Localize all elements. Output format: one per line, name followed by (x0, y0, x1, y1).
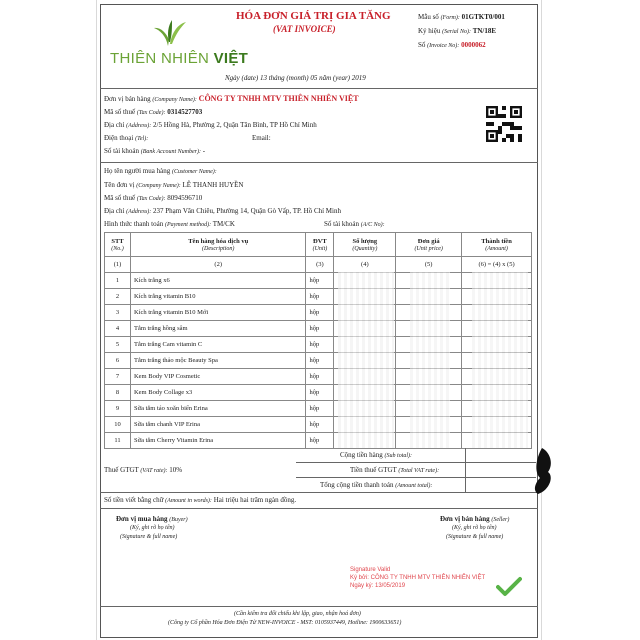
item-number: 7 (105, 369, 131, 385)
item-unit: hộp (306, 401, 334, 417)
divider (100, 88, 538, 89)
item-number: 8 (105, 385, 131, 401)
vat-rate-value: 10% (169, 466, 183, 474)
subtotal-line (340, 451, 412, 459)
item-unit: hộp (306, 273, 334, 289)
vat-amount-label-en: (Total VAT rate): (398, 468, 440, 474)
header-label: Đơn giá (417, 237, 440, 245)
invoice-title: HÓA ĐƠN GIÁ TRỊ GIA TĂNG (236, 10, 391, 22)
items-table (104, 232, 532, 465)
header-description (130, 233, 305, 257)
buyer-account-line (324, 220, 385, 228)
seller-company-line (104, 94, 359, 103)
buyer-name-label: Họ tên người mua hàng (104, 167, 171, 175)
header-label-en: (Amount) (485, 245, 508, 252)
table-row (105, 401, 532, 417)
subtotal-label-en: (Sub total): (384, 453, 413, 459)
buyer-payment-line (104, 220, 235, 228)
signature-valid-line: Signature Valid (350, 567, 391, 573)
item-number: 5 (105, 337, 131, 353)
seller-bank-label-en: (Bank Account Number): (140, 149, 201, 155)
item-unit: hộp (306, 433, 334, 449)
buyer-payment-value: TM/CK (212, 220, 235, 228)
seller-address-line (104, 121, 317, 129)
divider (100, 162, 538, 163)
item-unit: hộp (306, 353, 334, 369)
seller-phone-label: Điện thoại (104, 134, 134, 142)
form-value: 01GTKT0/001 (461, 13, 505, 21)
header-label-en: (Unit) (312, 245, 328, 252)
divider (296, 477, 536, 478)
buyer-sign-subtitle-en: (Signature & full name) (120, 534, 178, 540)
header-label: Số lượng (352, 237, 378, 245)
item-unit: hộp (306, 385, 334, 401)
amount-in-words-label-en: (Amount in words): (165, 498, 212, 504)
header-label: STT (111, 237, 124, 245)
buyer-name-label-en: (Customer Name): (171, 169, 217, 175)
header-no (105, 233, 131, 257)
signature-date-line: Ngày ký: 13/05/2019 (350, 583, 406, 589)
amount-in-words-value: Hai triệu hai trăm ngàn đồng. (213, 496, 297, 504)
column-index: (3) (306, 257, 334, 273)
total-label-en: (Amount total): (395, 483, 433, 489)
item-unit: hộp (306, 289, 334, 305)
buyer-name-line (104, 167, 217, 175)
buyer-address-label: Địa chỉ (104, 207, 125, 215)
buyer-tax-label-en: (Tax Code): (136, 196, 166, 202)
seller-phone-line (104, 134, 148, 142)
table-row (105, 417, 532, 433)
seller-tax-value: 0314527703 (167, 108, 203, 116)
header-quantity (334, 233, 396, 257)
seller-signature-title (440, 515, 509, 523)
item-number: 1 (105, 273, 131, 289)
buyer-sign-subtitle: (Ký, ghi rõ họ tên) (130, 525, 175, 531)
form-number (418, 13, 505, 21)
seller-bank-label: Số tài khoản (104, 147, 139, 155)
table-row (105, 337, 532, 353)
seller-email-label: Email: (252, 134, 271, 142)
total-line (320, 481, 432, 489)
item-number: 11 (105, 433, 131, 449)
header-label: Tên hàng hóa dịch vụ (188, 237, 249, 245)
table-row (105, 321, 532, 337)
buyer-signature-title (116, 515, 188, 523)
redacted-area (410, 272, 450, 448)
logo-text-light: THIÊN NHIÊN (110, 50, 210, 67)
form-label-en: (Form): (440, 15, 460, 21)
item-unit: hộp (306, 417, 334, 433)
column-index: (4) (334, 257, 396, 273)
logo-text-bold: VIỆT (213, 50, 249, 67)
buyer-company-line (104, 181, 243, 189)
subtotal-label: Cộng tiền hàng (340, 451, 383, 459)
seller-bank-line (104, 147, 205, 155)
table-row (105, 433, 532, 449)
logo-text (110, 50, 248, 67)
seller-tax-label: Mã số thuế (104, 108, 136, 116)
item-number: 2 (105, 289, 131, 305)
table-row (105, 385, 532, 401)
seller-sign-title: Đơn vị bán hàng (440, 515, 490, 523)
buyer-tax-line (104, 194, 202, 202)
table-row (105, 273, 532, 289)
header-label-en: (No.) (111, 245, 124, 252)
seller-company-name: CÔNG TY TNHH MTV THIÊN NHIÊN VIỆT (198, 94, 359, 103)
header-unit-price (396, 233, 462, 257)
invoice-value: 0000062 (461, 41, 486, 49)
serial-label: Ký hiệu (418, 27, 441, 35)
item-description: Kem Body VIP Cosmetic (130, 369, 305, 385)
item-number: 9 (105, 401, 131, 417)
buyer-company-label: Tên đơn vị (104, 181, 135, 189)
table-row (105, 353, 532, 369)
buyer-address-label-en: (Address): (126, 209, 152, 215)
table-row (105, 305, 532, 321)
redacted-area (338, 272, 394, 448)
footer-provider: (Công ty Cổ phần Hóa Đơn Điện Tử NEW-INVOICE - MST: 0105937449, Hotline: 1900633651) (168, 620, 402, 626)
invoice-label-en: (Invoice No): (427, 43, 460, 49)
invoice-subtitle: (VAT INVOICE) (273, 24, 336, 34)
column-index: (2) (130, 257, 305, 273)
buyer-address-line (104, 207, 341, 215)
buyer-tax-value: 8094596710 (167, 194, 203, 202)
divider (100, 606, 538, 607)
invoice-date: Ngày (date) 13 tháng (month) 05 năm (year) 2019 (225, 74, 366, 82)
footer-note: (Cần kiểm tra đối chiếu khi lập, giao, nhận hoá đơn) (234, 611, 361, 617)
header-label-en: (Quantity) (352, 245, 378, 252)
item-number: 4 (105, 321, 131, 337)
vat-amount-label: Tiền thuế GTGT (350, 466, 397, 474)
vat-rate-line (104, 466, 182, 474)
invoice-label: Số (418, 41, 426, 49)
item-number: 6 (105, 353, 131, 369)
table-header-row (105, 233, 532, 257)
buyer-company-label-en: (Company Name): (136, 183, 181, 189)
signature-signer-line: Ký bởi: CÔNG TY TNHH MTV THIÊN NHIÊN VIỆT (350, 575, 486, 581)
item-unit: hộp (306, 305, 334, 321)
item-number: 10 (105, 417, 131, 433)
buyer-payment-label-en: (Payment method): (164, 222, 212, 228)
invoice-number (418, 41, 486, 49)
vat-rate-label: Thuế GTGT (104, 466, 139, 474)
form-label: Mẫu số (418, 13, 439, 21)
item-description: Tắm trắng hồng sâm (130, 321, 305, 337)
table-row (105, 369, 532, 385)
item-description: Kích trắng vitamin B10 (130, 289, 305, 305)
table-row (105, 289, 532, 305)
divider (296, 462, 536, 463)
item-description: Kem Body Collage x3 (130, 385, 305, 401)
item-description: Sữa tắm chanh VIP Erina (130, 417, 305, 433)
signature-valid-stamp (350, 566, 485, 590)
item-description: Tắm trắng Cam vitamin C (130, 337, 305, 353)
buyer-account-label: Số tài khoản (324, 220, 359, 228)
header-label: ĐVT (313, 237, 327, 245)
header-label-en: (Unit price) (414, 245, 443, 252)
divider (100, 508, 538, 509)
seller-company-label: Đơn vị bán hàng (104, 95, 151, 103)
checkmark-icon (496, 576, 522, 603)
seller-sign-title-en: (Seller) (491, 517, 510, 523)
buyer-sign-title-en: (Buyer) (169, 517, 188, 523)
seller-address-label-en: (Address): (126, 123, 152, 129)
buyer-payment-label: Hình thức thanh toán (104, 220, 164, 228)
serial-number (418, 27, 496, 35)
amount-in-words-label: Số tiền viết bằng chữ (104, 496, 164, 504)
seller-address-value: 2/5 Hồng Hà, Phường 2, Quận Tân Bình, TP Hồ Chí Minh (153, 121, 317, 129)
item-description: Kích trắng vitamin B10 Mới (130, 305, 305, 321)
buyer-company-value: LÊ THANH HUYỀN (182, 181, 244, 189)
header-label: Thành tiền (481, 237, 512, 245)
header-amount (462, 233, 532, 257)
ink-smudge-icon (530, 446, 556, 501)
seller-tax-line (104, 108, 202, 116)
item-description: Tắm trắng thảo mộc Beauty Spa (130, 353, 305, 369)
buyer-account-label-en: (A/C No): (360, 222, 385, 228)
header-unit (306, 233, 334, 257)
buyer-sign-title: Đơn vị mua hàng (116, 515, 168, 523)
item-unit: hộp (306, 321, 334, 337)
buyer-address-value: 237 Phạm Văn Chiêu, Phường 14, Quận Gò Vấp, TP. Hồ Chí Minh (153, 207, 341, 215)
column-index-row (105, 257, 532, 273)
vat-rate-label-en: (VAT rate): (140, 468, 168, 474)
seller-tax-label-en: (Tax Code): (136, 110, 166, 116)
column-index: (6) = (4) x (5) (462, 257, 532, 273)
seller-company-label-en: (Company Name): (152, 97, 197, 103)
item-unit: hộp (306, 337, 334, 353)
header-label-en: (Description) (202, 245, 235, 252)
divider (465, 448, 466, 492)
vat-amount-line (350, 466, 439, 474)
column-index: (5) (396, 257, 462, 273)
item-number: 3 (105, 305, 131, 321)
seller-phone-label-en: (Tel): (135, 136, 149, 142)
serial-value: TN/18E (472, 27, 497, 35)
redacted-area (472, 272, 528, 448)
seller-sign-subtitle-en: (Signature & full name) (446, 534, 504, 540)
buyer-tax-label: Mã số thuế (104, 194, 136, 202)
item-description: Kích trắng x6 (130, 273, 305, 289)
amount-in-words-line (104, 496, 296, 504)
total-label: Tổng cộng tiền thanh toán (320, 481, 394, 489)
divider (100, 492, 538, 493)
seller-bank-value: - (202, 147, 206, 155)
item-description: Sữa tắm Cherry Vitamin Erina (130, 433, 305, 449)
column-index: (1) (105, 257, 131, 273)
items-table-body (105, 233, 532, 465)
qr-code-icon (486, 106, 522, 142)
item-unit: hộp (306, 369, 334, 385)
seller-sign-subtitle: (Ký, ghi rõ họ tên) (452, 525, 497, 531)
seller-address-label: Địa chỉ (104, 121, 125, 129)
leaf-logo-icon (150, 18, 190, 53)
item-description: Sữa tắm táo xoăn biển Erina (130, 401, 305, 417)
serial-label-en: (Serial No): (442, 29, 471, 35)
